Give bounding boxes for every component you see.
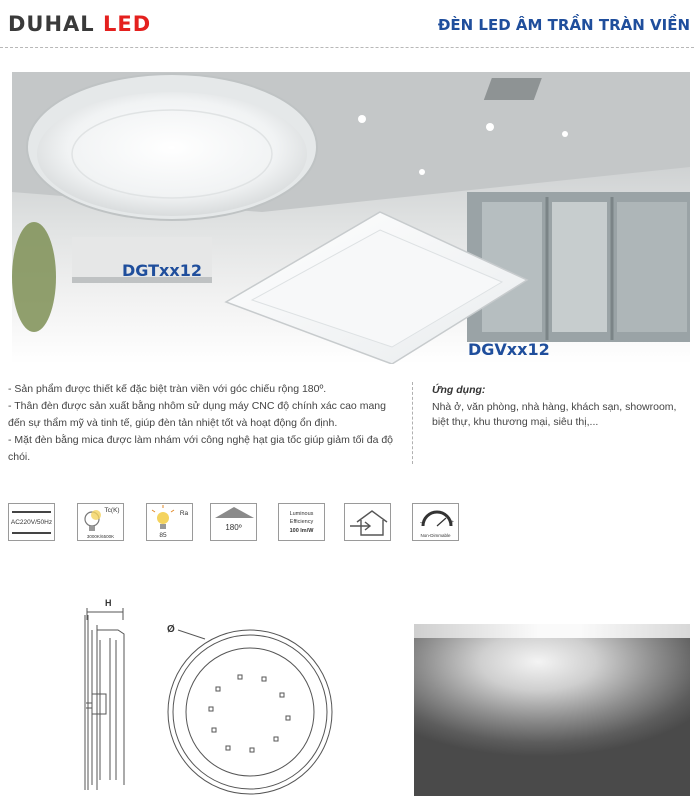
color-temp-range: 3000K/6500K (86, 534, 115, 539)
dim-minus: - (419, 519, 423, 526)
spec-icons (8, 503, 468, 541)
indoor-use-icon (344, 503, 391, 541)
dim-plus: + (450, 519, 454, 526)
hero-image (12, 72, 690, 364)
description-line: - Sản phẩm được thiết kế đặc biệt tràn viền với góc chiếu rộng 180º. (8, 383, 327, 395)
diameter-label: Ø (167, 624, 175, 635)
page-title: ĐÈN LED ÂM TRẦN TRÀN VIỀN (437, 16, 690, 34)
plan-view (168, 630, 332, 794)
side-view (85, 608, 124, 790)
application-text: Nhà ở, văn phòng, nhà hàng, khách sạn, showroom, biệt thự, khu thương mại, siêu thị,... (432, 401, 677, 428)
model-label-square: DGVxx12 (468, 340, 550, 359)
voltage-icon (8, 503, 55, 541)
description-line: - Mặt đèn bằng mica được làm nhám với công nghệ hạt gia tốc giúp giảm tối đa độ chói. (8, 434, 394, 463)
brand-logo (8, 12, 151, 36)
description-line: - Thân đèn được sản xuất bằng nhôm sử dụng máy CNC độ chính xác cao mang đến sự thẩm mỹ và tinh tế, giúp đèn tản nhiệt tốt và hoạt động ổn định. (8, 400, 386, 429)
application-section (432, 383, 690, 430)
color-temp-label: Tc(K) (104, 507, 120, 514)
brand-accent: LED (103, 12, 152, 36)
cri-label: Ra (179, 510, 189, 517)
voltage-label: AC220V/50Hz (10, 519, 53, 526)
brand-name: DUHAL (8, 12, 95, 36)
cri-value: 85 (159, 532, 167, 539)
plant (12, 222, 56, 332)
room-scene-illustration (12, 72, 690, 364)
efficiency-line1: Luminous (289, 511, 314, 517)
model-label-round: DGTxx12 (122, 261, 202, 280)
efficiency-value: 100 lm/W (289, 528, 314, 534)
fixture-edge (414, 624, 690, 638)
color-temp-icon (77, 503, 124, 541)
light-effect-photo (414, 624, 690, 796)
technical-drawings (0, 590, 400, 796)
non-dimmable-icon (412, 503, 459, 541)
header-divider (0, 47, 694, 48)
cri-icon (146, 503, 193, 541)
efficiency-icon (278, 503, 325, 541)
efficiency-line2: Efficiency (289, 519, 314, 525)
column-divider (412, 382, 413, 464)
application-title: Ứng dụng: (432, 384, 486, 396)
beam-angle-icon (210, 503, 257, 541)
page-header (0, 0, 694, 50)
dimming-label: Non-Dimmable (420, 533, 451, 538)
product-description (8, 381, 403, 466)
dimension-drawing (0, 590, 400, 796)
height-label: H (105, 598, 112, 608)
beam-angle-value: 180º (225, 523, 242, 532)
